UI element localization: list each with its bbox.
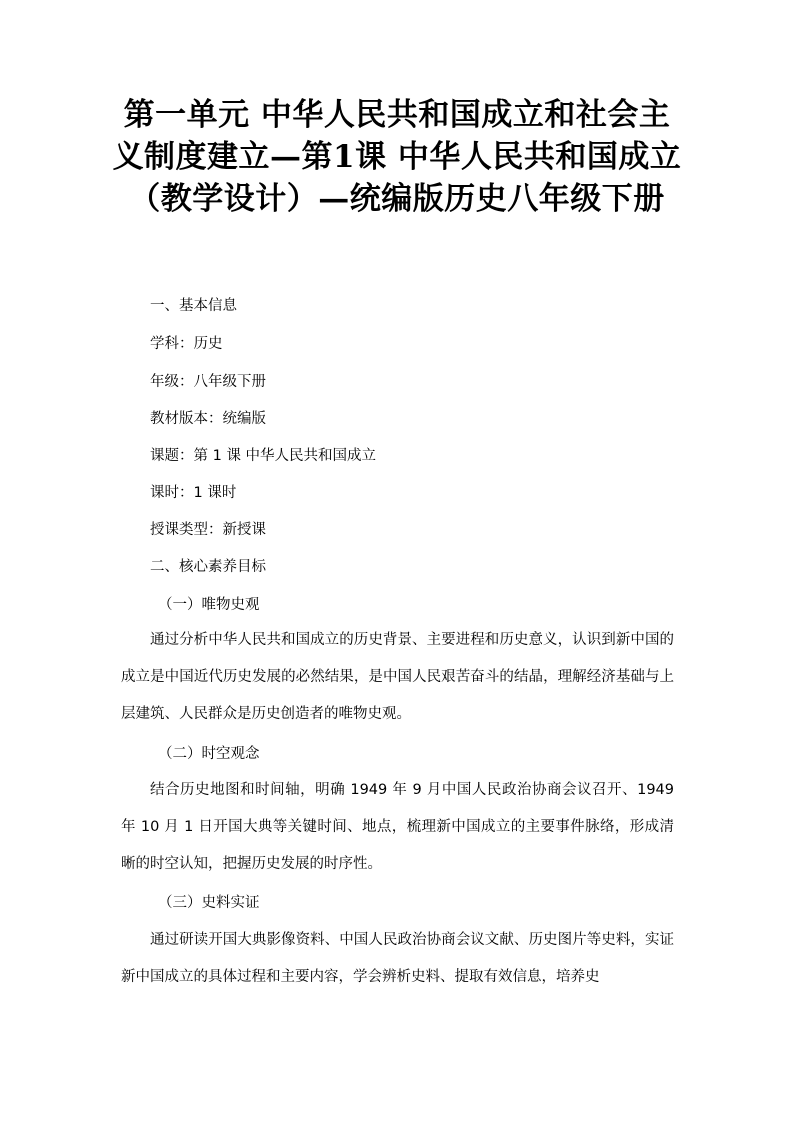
goal-label-materialism: （一）唯物史观 [158,597,260,613]
goal-label-time-space: （二）时空观念 [158,746,260,762]
goal-text-historical-evidence: 通过研读开国大典影像资料、中国人民政治协商会议文献、历史图片等史料，实证新中国成立的具体过程和主要内容，学会辨析史料、提取有效信息，培养史 [121,932,674,985]
info-hours: 课时：1 课时 [150,485,237,501]
info-lesson-type: 授课类型：新授课 [150,522,266,538]
goal-text-materialism: 通过分析中华人民共和国成立的历史背景、主要进程和历史意义，认识到新中国的成立是中国近代历史发展的必然结果，是中国人民艰苦奋斗的结晶，理解经济基础与上层建筑、人民群众是历史创造者的唯物史观。 [121,632,674,722]
section-heading-goals: 二、核心素养目标 [150,559,266,575]
info-grade: 年级：八年级下册 [150,374,266,390]
goal-label-historical-evidence: （三）史料实证 [158,895,260,911]
section-heading-basic-info: 一、基本信息 [150,298,237,314]
goal-text-time-space: 结合历史地图和时间轴，明确 1949 年 9 月中国人民政治协商会议召开、1949 年 10 月 1 日开国大典等关键时间、地点，梳理新中国成立的主要事件脉络，形成清晰的时空认知，把握历史发展的时序性。 [121,782,674,872]
document-title: 第一单元 中华人民共和国成立和社会主义制度建立—第1课 中华人民共和国成立（教学设计）—统编版历史八年级下册 [112,97,682,217]
info-subject: 学科：历史 [150,336,223,352]
info-topic: 课题：第 1 课 中华人民共和国成立 [150,448,377,464]
info-edition: 教材版本：统编版 [150,411,266,427]
